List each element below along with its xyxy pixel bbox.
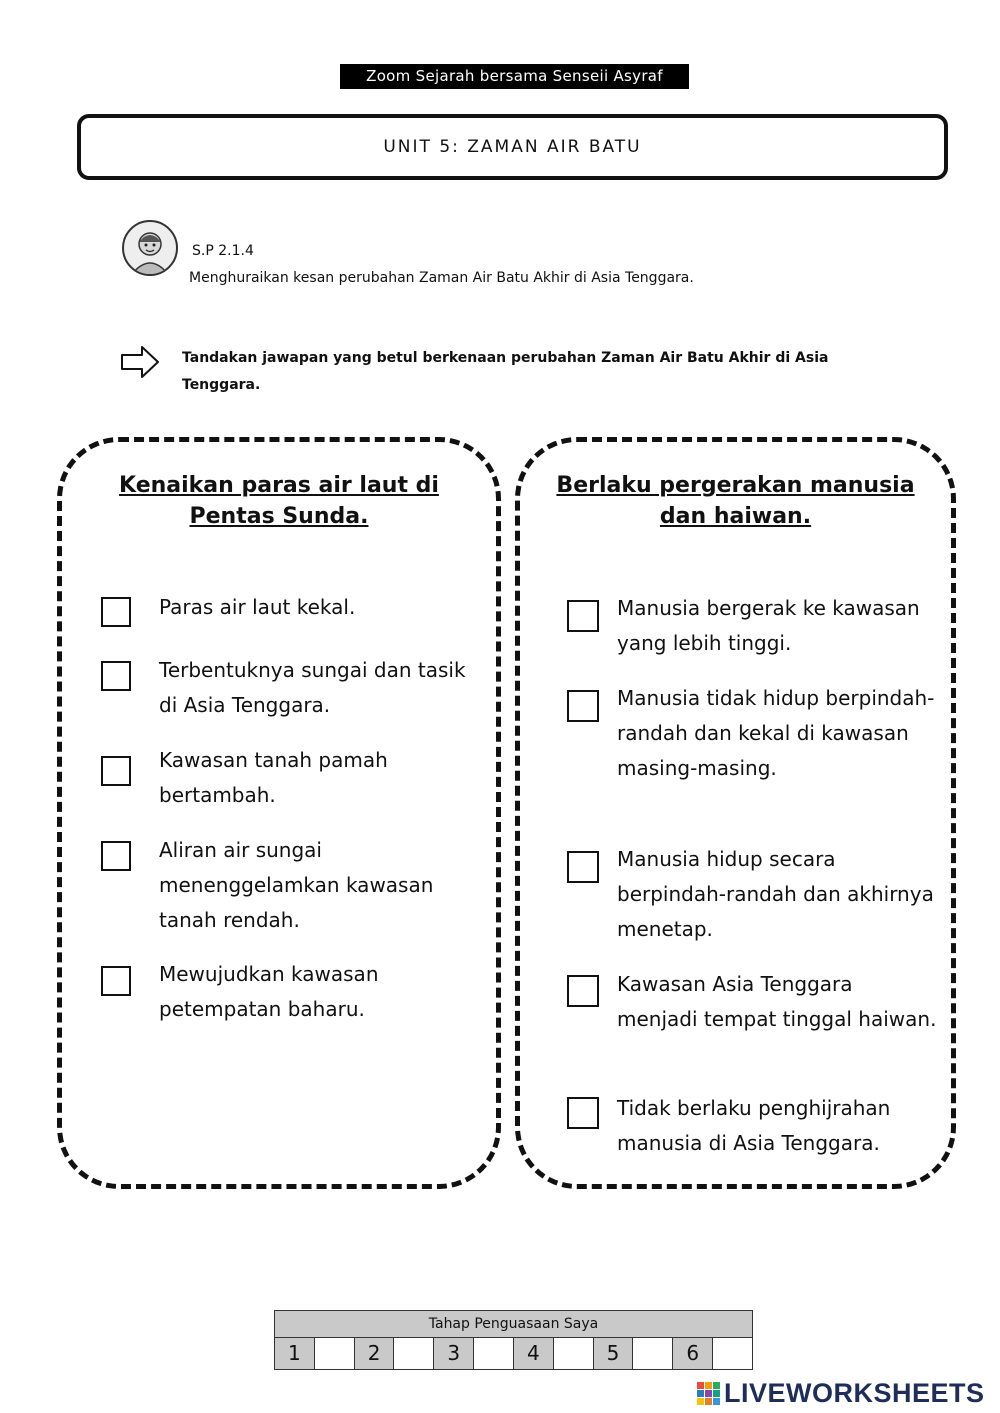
mastery-level-table [274,1310,753,1370]
logo-tile [713,1398,720,1405]
option-label: Tidak berlaku penghijrahan manusia di Asia Tenggara. [617,1096,891,1155]
option-label: Terbentuknya sungai dan tasik di Asia Tenggara. [159,658,466,717]
logo-tile [705,1390,712,1397]
logo-tile [697,1398,704,1405]
mastery-level-box[interactable] [713,1338,752,1369]
logo-tile [697,1390,704,1397]
liveworksheets-brand [697,1378,985,1408]
panel-sea-level [57,437,501,1189]
objective-code: S.P 2.1.4 [192,243,254,259]
option-checkbox[interactable] [567,600,599,632]
mastery-row [275,1338,752,1369]
option-label: Manusia tidak hidup berpindah-randah dan kekal di kawasan masing-masing. [617,686,935,780]
mastery-level-number: 3 [434,1338,474,1369]
option-label: Manusia bergerak ke kawasan yang lebih tinggi. [617,596,920,655]
option-checkbox[interactable] [567,690,599,722]
option-label: Kawasan Asia Tenggara menjadi tempat tinggal haiwan. [617,972,937,1031]
logo-tile [705,1382,712,1389]
mastery-level-number: 6 [673,1338,713,1369]
logo-tile [697,1382,704,1389]
mastery-level-box[interactable] [554,1338,594,1369]
mastery-level-box[interactable] [315,1338,355,1369]
option-checkbox[interactable] [567,1097,599,1129]
panel-title: Kenaikan paras air laut di Pentas Sunda. [119,473,439,529]
arrow-right-icon [120,344,162,380]
liveworksheets-logo-icon [697,1382,720,1405]
panel-migration [515,437,956,1189]
option-checkbox[interactable] [101,661,131,691]
objective-description: Menghuraikan kesan perubahan Zaman Air Batu Akhir di Asia Tenggara. [189,270,694,286]
option-checkbox[interactable] [101,841,131,871]
option-label: Manusia hidup secara berpindah-randah dan akhirnya menetap. [617,847,934,941]
instruction-text: Tandakan jawapan yang betul berkenaan perubahan Zaman Air Batu Akhir di Asia Tenggara. [182,350,829,393]
panel-title: Berlaku pergerakan manusia dan haiwan. [556,473,915,529]
unit-title-box [77,114,948,180]
unit-title: UNIT 5: ZAMAN AIR BATU [383,137,642,157]
option-label: Paras air laut kekal. [159,595,356,619]
option-checkbox[interactable] [101,597,131,627]
logo-tile [713,1382,720,1389]
brand-name: LIVEWORKSHEETS [724,1377,985,1408]
option-label: Mewujudkan kawasan petempatan baharu. [159,962,379,1021]
mastery-level-box[interactable] [394,1338,434,1369]
option-label: Kawasan tanah pamah bertambah. [159,748,388,807]
mastery-level-box[interactable] [474,1338,514,1369]
mastery-level-number: 1 [275,1338,315,1369]
mastery-level-box[interactable] [633,1338,673,1369]
logo-tile [705,1398,712,1405]
mastery-level-number: 5 [594,1338,634,1369]
mastery-level-number: 4 [514,1338,554,1369]
mastery-level-number: 2 [355,1338,395,1369]
header-tag: Zoom Sejarah bersama Senseii Asyraf [340,64,689,89]
option-checkbox[interactable] [567,975,599,1007]
option-checkbox[interactable] [101,756,131,786]
option-checkbox[interactable] [101,966,131,996]
option-checkbox[interactable] [567,851,599,883]
option-label: Aliran air sungai menenggelamkan kawasan tanah rendah. [159,838,434,932]
teacher-avatar-icon [122,220,178,276]
logo-tile [713,1390,720,1397]
mastery-title: Tahap Penguasaan Saya [275,1311,752,1338]
